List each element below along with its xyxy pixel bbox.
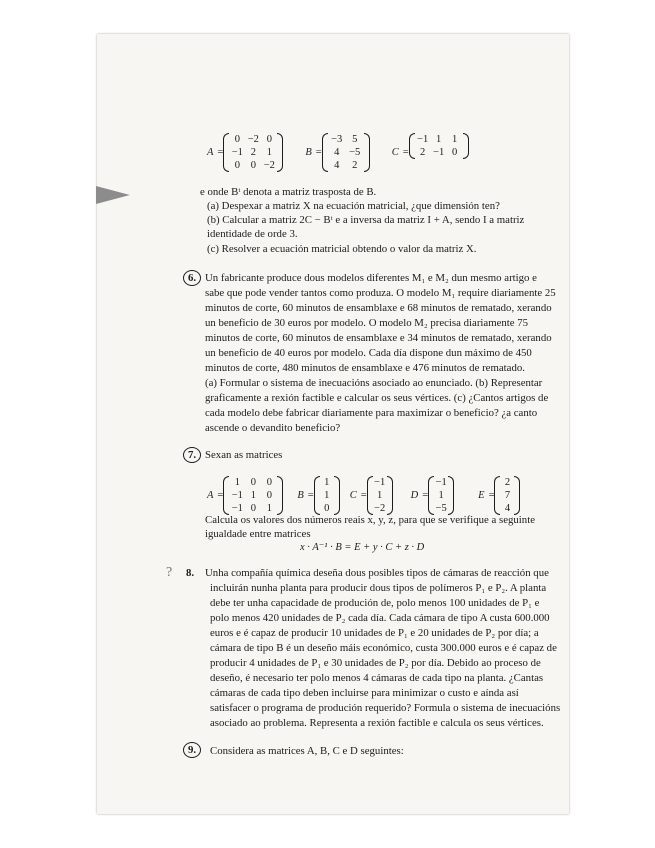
margin-question-mark: ? (166, 565, 173, 580)
prev-line: (a) Despexar a matriz X na ecuación matricial, ¿que dimensión ten? (207, 200, 500, 212)
matrix-b: −3 5 4 −5 4 2 (322, 133, 370, 172)
problem-6-line: graficamente a rexión factible e calcular os seus vértices. (c) ¿Cantos artigos de (205, 392, 549, 404)
problem-8-line: incluirán nunha planta para producir dous tipos de polímeros P₁ e P₂. A planta (210, 582, 547, 594)
problem-8-line: cámaras de cada tipo deben incluirse para minimizar o custo e aínda así (210, 687, 519, 699)
prev-matrices: A = 0 −2 0 −1 2 1 0 0 −2 B = −3 5 4 −5 4 2 C = −1 1 1 2 −1 0 (207, 133, 469, 172)
prev-line: identidade de orde 3. (207, 228, 298, 240)
problem-8-line: asociado ao problema. Representa a rexión factible e calcula os seus vértices. (210, 717, 544, 729)
matrix-label: C (391, 147, 399, 158)
matrix-d: −1 1 −5 (428, 476, 454, 515)
problem-8-line: polo menos 420 unidades de P₂ cada día. Cada cámara de tipo A custa 600.000 (210, 612, 550, 624)
matrix-c: −1 1 1 2 −1 0 (409, 133, 469, 159)
problem-6-line: sabe que pode vender tantos como produza. O modelo M₁ require diariamente 25 (205, 287, 556, 299)
problem-6-line: un beneficio de 40 euros por modelo. Cada día dispone dun máximo de 450 (205, 347, 532, 359)
problem-7-matrices: A = 1 0 0 −1 1 0 −1 0 1 B = 1 1 0 C = −1 1 −2 D = −1 1 −5 E = 2 7 4 (207, 476, 520, 515)
arrow-marker-icon (96, 186, 130, 204)
problem-8-line: Unha compañía química deseña dous posibles tipos de cámaras de reacción que (205, 567, 549, 579)
prev-line: e onde Bᵗ denota a matriz trasposta de B. (200, 186, 377, 198)
problem-8-line: euros e é capaz de producir 10 unidades de P₁ e 20 unidades de P₂ por día; a (210, 627, 539, 639)
problem-8-line: cámara de tipo B é un deseño máis económico, custa 300.000 euros e é capaz de (210, 642, 557, 654)
matrix-a: 1 0 0 −1 1 0 −1 0 1 (223, 476, 283, 515)
matrix-label: B (305, 147, 312, 158)
problem-6-line: cada modelo debe fabricar diariamente para maximizar o beneficio? ¿a canto (205, 407, 538, 419)
matrix-e: 2 7 4 (494, 476, 520, 515)
problem-7-formula: x · A⁻¹ · B = E + y · C + z · D (300, 542, 425, 553)
problem-6-line: un beneficio de 30 euros por modelo. O modelo M₂ precisa diariamente 75 (205, 317, 529, 329)
problem-6-line: Un fabricante produce dous modelos diferentes M₁ e M₂ dun mesmo artigo e (205, 272, 537, 284)
problem-7-number: 7. (183, 447, 201, 463)
problem-8-line: deseño, é necesario ter polo menos 4 cámaras de cada tipo na planta. ¿Cantas (210, 672, 544, 684)
prev-line: (c) Resolver a ecuación matricial obtendo o valor da matriz X. (207, 243, 477, 255)
problem-8-line: satisfacer o programa de produción requerido? Formula o sistema de inecuacións (210, 702, 561, 714)
prev-line: (b) Calcular a matriz 2C − Bᵗ e a inversa da matriz I + A, sendo I a matriz (207, 214, 525, 226)
problem-6-number: 6. (183, 270, 201, 286)
problem-6-line: minutos de corte, 60 minutos de ensamblaxe e 68 minutos de rematado, xerando (205, 302, 552, 314)
problem-9-line: Considera as matrices A, B, C e D seguintes: (210, 745, 404, 757)
problem-6-line: minutos de corte, 480 minutos de ensamblaxe e 476 minutos de rematado. (205, 362, 525, 374)
problem-6-line: ascende o devandito beneficio? (205, 422, 341, 434)
problem-7-line: igualdade entre matrices (205, 528, 311, 540)
problem-6-line: (a) Formular o sistema de inecuacións asociado ao enunciado. (b) Representar (205, 377, 543, 389)
problem-9-number: 9. (183, 742, 201, 758)
matrix-a: 0 −2 0 −1 2 1 0 0 −2 (223, 133, 283, 172)
problem-8-line: producir 4 unidades de P₁ e 30 unidades de P₂ por día. Debido ao proceso de (210, 657, 541, 669)
problem-8-line: debe ter unha capacidade de produción de, polo menos 100 unidades de P₁ e (210, 597, 540, 609)
matrix-b: 1 1 0 (314, 476, 340, 515)
problem-6-line: minutos de corte, 60 minutos de ensamblaxe e 34 minutos de rematado, xerando (205, 332, 552, 344)
problem-7-line: Calcula os valores dos números reais x, y, z, para que se verifique a seguinte (205, 514, 535, 526)
matrix-label: A (207, 147, 214, 158)
problem-7-intro: Sexan as matrices (205, 449, 283, 461)
matrix-c: −1 1 −2 (367, 476, 393, 515)
problem-8-number: 8. (186, 567, 195, 579)
